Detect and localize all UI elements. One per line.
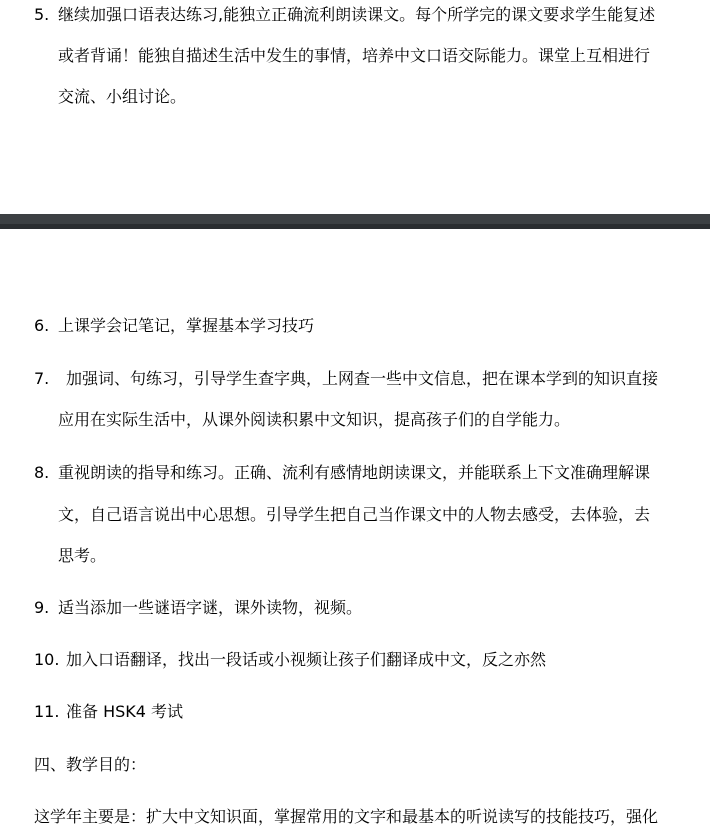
item-11-line-1: 准备 HSK4 考试	[66, 702, 184, 721]
item-7-line-1: 加强词、句练习，引导学生查字典，上网查一些中文信息，把在课本学到的知识直接	[66, 369, 659, 388]
item-10-line-1: 加入口语翻译，找出一段话或小视频让孩子们翻译成中文，反之亦然	[66, 650, 547, 669]
item-6-line-1: 上课学会记笔记，掌握基本学习技巧	[58, 316, 315, 335]
list-number-10: 10.	[34, 650, 60, 669]
item-8-line-2: 文，自己语言说出中心思想。引导学生把自己当作课文中的人物去感受，去体验，去	[58, 505, 651, 524]
item-5-line-3: 交流、小组讨论。	[58, 87, 187, 106]
item-7-line-2: 应用在实际生活中，从课外阅读积累中文知识，提高孩子们的自学能力。	[58, 410, 571, 429]
item-5-line-2: 或者背诵！能独自描述生活中发生的事情，培养中文口语交际能力。课堂上互相进行	[58, 46, 651, 65]
list-number-6: 6.	[34, 316, 50, 335]
document-page-bottom	[0, 229, 710, 832]
list-number-7: 7.	[34, 369, 50, 388]
list-number-9: 9.	[34, 598, 50, 617]
document-page-top	[0, 0, 710, 214]
section-heading: 四、教学目的：	[34, 755, 147, 774]
item-9-line-1: 适当添加一些谜语字谜，课外读物，视频。	[58, 598, 363, 617]
list-number-8: 8.	[34, 463, 50, 482]
list-number-5: 5.	[34, 5, 50, 24]
item-5-line-1: 继续加强口语表达练习,能独立正确流利朗读课文。每个所学完的课文要求学生能复述	[58, 5, 656, 24]
paragraph-line: 这学年主要是：扩大中文知识面，掌握常用的文字和最基本的听说读写的技能技巧，强化	[34, 807, 659, 826]
item-8-line-3: 思考。	[58, 546, 107, 565]
page-separator	[0, 214, 710, 229]
item-8-line-1: 重视朗读的指导和练习。正确、流利有感情地朗读课文，并能联系上下文准确理解课	[58, 463, 651, 482]
list-number-11: 11.	[34, 702, 60, 721]
